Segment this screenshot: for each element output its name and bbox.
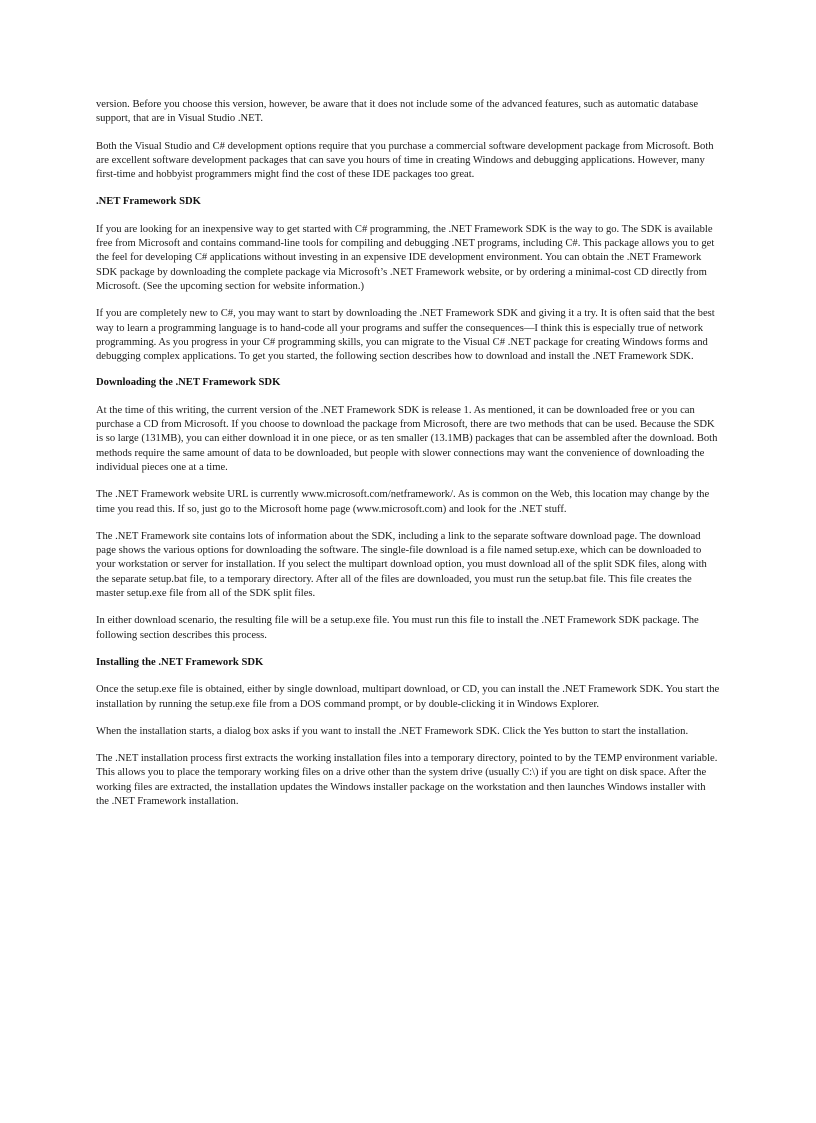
paragraph-site-contents: The .NET Framework site contains lots of information about the SDK, including a link to the separate software download page. The download page shows the various options for downloading the software. The single-file download is a file named setup.exe, which can be downloaded to your workstation or server for installation. If you select the multipart download option, you must download all of the split SDK files, along with the separate setup.bat file, to a temporary directory. After all of the files are downloaded, you must run the setup.bat file. This file creates the master setup.exe file from all of the SDK split files. <box>96 530 707 600</box>
paragraph-website-url: The .NET Framework website URL is currently www.microsoft.com/netframework/. As is common on the Web, this location may change by the time you read this. If so, just go to the Microsoft home page (www.microsoft.com) and look for the .NET stuff. <box>96 489 710 515</box>
paragraph-intro-continuation: version. Before you choose this version, however, be aware that it does not include some of the advanced features, such as automatic database support, that are in Visual Studio .NET. <box>96 99 699 125</box>
document-page <box>96 98 720 809</box>
heading-installing-sdk: Installing the .NET Framework SDK <box>96 656 264 668</box>
paragraph-setup-file: In either download scenario, the resulting file will be a setup.exe file. You must run this file to install the .NET Framework SDK package. The following section describes this process. <box>96 615 699 641</box>
paragraph-installation-process: The .NET installation process first extracts the working installation files into a temporary directory, pointed to by the TEMP environment variable. This allows you to place the temporary working files on a drive other than the system drive (usually C:\) if you are tight on disk space. After the working files are extracted, the installation updates the Windows installer package on the workstation and then launches Windows installer with the .NET Framework installation. <box>96 753 718 807</box>
heading-downloading-sdk: Downloading the .NET Framework SDK <box>96 377 281 389</box>
paragraph-development-options: Both the Visual Studio and C# development options require that you purchase a commercial software development package from Microsoft. Both are excellent software development packages that can save you hours of time in creating Windows and debugging applications. However, many first-time and hobbyist programmers might find the cost of these IDE packages too great. <box>96 140 714 181</box>
paragraph-start-installation: Once the setup.exe file is obtained, either by single download, multipart download, or CD, you can install the .NET Framework SDK. You start the installation by running the setup.exe file from a DOS command prompt, or by double-clicking it in Windows Explorer. <box>96 684 720 710</box>
paragraph-new-to-csharp: If you are completely new to C#, you may want to start by downloading the .NET Framework SDK and giving it a try. It is often said that the best way to learn a programming language is to hand-code all your programs and suffer the consequences—I think this is especially true of network programming. As you progress in your C# programming skills, you can migrate to the Visual C# .NET package for creating Windows forms and debugging complex applications. To get you started, the following section describes how to download and install the .NET Framework SDK. <box>96 308 715 363</box>
paragraph-sdk-overview: If you are looking for an inexpensive way to get started with C# programming, the .NET Framework SDK is the way to go. The SDK is available free from Microsoft and contains command-line tools for compiling and debugging .NET programs, including C#. This package allows you to get the feel for developing C# applications without investing in an expensive IDE development environment. You can obtain the .NET Framework SDK package by downloading the complete package via Microsoft’s .NET Framework website, or by ordering a minimal-cost CD directly from Microsoft. (See the upcoming section for website information.) <box>96 223 715 292</box>
paragraph-download-methods: At the time of this writing, the current version of the .NET Framework SDK is release 1. As mentioned, it can be downloaded free or you can purchase a CD from Microsoft. If you choose to download the package from Microsoft, there are two methods that can be used. Because the SDK is so large (131MB), you can either download it in one piece, or as ten smaller (13.1MB) packages that can be assembled after the download. Both methods require the same amount of data to be downloaded, but people with slower connections may want the convenience of downloading the individual pieces one at a time. <box>96 404 718 473</box>
heading-net-framework-sdk: .NET Framework SDK <box>96 196 201 208</box>
paragraph-dialog-box: When the installation starts, a dialog box asks if you want to install the .NET Framework SDK. Click the Yes button to start the installation. <box>96 725 689 737</box>
